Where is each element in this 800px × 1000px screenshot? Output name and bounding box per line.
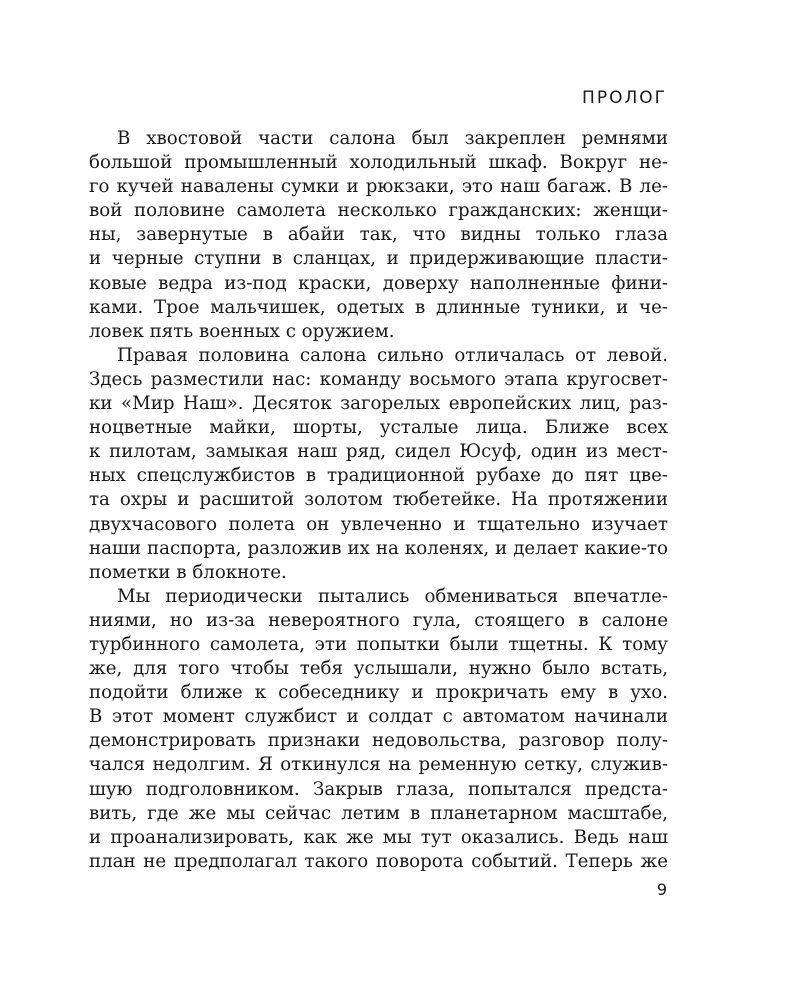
text-line: В этот момент службист и солдат с автоматом начинали [89,706,668,728]
text-line: Мы периодически пытались обмениваться впечатле- [117,585,668,607]
paragraph-1 [89,127,668,344]
text-line: ковые ведра из-под краски, доверху наполненные фини- [89,272,668,294]
text-line: большой промышленный холодильный шкаф. Вокруг не- [89,152,668,174]
text-line: Правая половина салона сильно отличалась от левой. [117,344,668,366]
text-line: В хвостовой части салона был закреплен ремнями [117,128,668,149]
text-line: наши паспорта, разложив их на коленях, и делает какие-то [89,537,668,559]
text-line: Здесь разместили нас: команду восьмого этапа кругосвет- [89,368,668,390]
text-line: ных спецслужбистов в традиционной рубахе до пят цве- [89,465,668,487]
text-line: демонстрировать признаки недовольства, разговор полу- [89,730,668,752]
text-line: ки «Мир Наш». Десяток загорелых европейских лиц, раз- [89,393,668,415]
text-line: ками. Трое мальчишек, одетых в длинные туники, и че- [89,296,668,318]
text-line: вой половине самолета несколько гражданских: женщи- [89,200,668,222]
text-line: к пилотам, замыкая наш ряд, сидел Юсуф, один из мест- [89,441,668,463]
text-line: вить, где же мы сейчас летим в планетарном масштабе, [89,802,668,824]
text-line: го кучей навалены сумки и рюкзаки, это наш багаж. В ле- [89,176,668,198]
text-line: и проанализировать, как же мы тут оказались. Ведь наш [89,826,668,848]
text-line: ны, завернутые в абайи так, что видны только глаза [89,224,668,246]
text-line: ловек пять военных с оружием. [89,320,395,342]
text-line: ниями, но из-за невероятного гула, стоящего в салоне [89,609,668,631]
text-line: шую подголовником. Закрыв глаза, попытался предста- [89,778,668,800]
text-line: пометки в блокноте. [89,561,287,583]
text-line: та охры и расшитой золотом тюбетейке. На протяжении [89,489,668,511]
text-line: чался недолгим. Я откинулся на ременную сетку, служив- [89,754,668,776]
text-line: и черные ступни в сланцах, и придерживающие пласти- [89,248,668,270]
running-title: ПРОЛОГ [582,88,667,108]
body-text [89,127,668,874]
text-line: ноцветные майки, шорты, усталые лица. Ближе всех [89,417,668,439]
text-line: двухчасового полета он увлеченно и тщательно изучает [89,513,668,535]
paragraph-2 [89,344,668,585]
text-line: же, для того чтобы тебя услышали, нужно было встать, [89,658,668,680]
text-line: подойти ближе к собеседнику и прокричать ему в ухо. [89,682,668,704]
text-line: турбинного самолета, эти попытки были тщетны. К тому [89,633,668,655]
text-line: план не предполагал такого поворота событий. Теперь же [89,850,668,872]
page-number: 9 [656,880,667,899]
paragraph-3 [89,585,668,874]
